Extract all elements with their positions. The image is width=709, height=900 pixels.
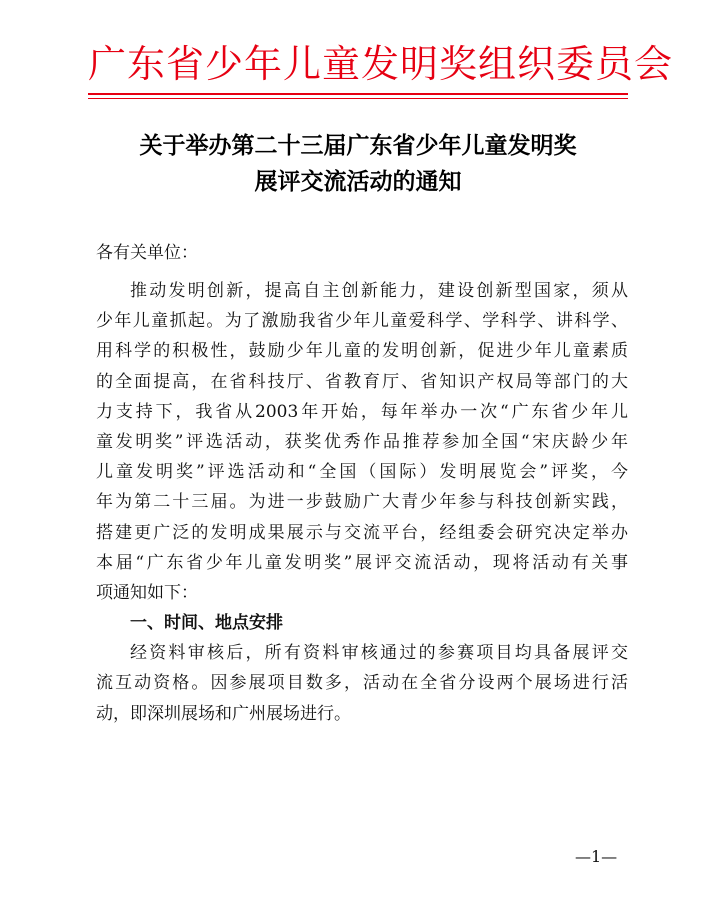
intro-line: 年为第二十三届。为进一步鼓励广大青少年参与科技创新实践， — [96, 492, 628, 513]
intro-line: 项通知如下： — [96, 582, 198, 603]
section-line: 经资料审核后，所有资料审核通过的参赛项目均具备展评交 — [130, 643, 628, 664]
intro-line: 搭建更广泛的发明成果展示与交流平台，经组委会研究决定举办 — [96, 522, 628, 543]
intro-line: 少年儿童抓起。为了激励我省少年儿童爱科学、学科学、讲科学、 — [96, 311, 628, 332]
document-title-line-2: 展评交流活动的通知 — [254, 169, 462, 195]
intro-line: 儿童发明奖”评选活动和“全国（国际）发明展览会”评奖，今 — [96, 462, 628, 483]
header-rule-thick — [88, 93, 628, 95]
intro-line: 童发明奖”评选活动，获奖优秀作品推荐参加全国“宋庆龄少年 — [96, 431, 628, 452]
document-body — [96, 276, 628, 729]
section-line: 流互动资格。因参展项目数多，活动在全省分设两个展场进行活 — [96, 673, 628, 694]
intro-line: 本届“广东省少年儿童发明奖”展评交流活动，现将活动有关事 — [96, 552, 628, 573]
page-number: —1— — [575, 847, 618, 866]
addressee: 各有关单位： — [96, 243, 198, 263]
intro-line: 的全面提高，在省科技厅、省教育厅、省知识产权局等部门的大 — [96, 371, 628, 392]
intro-line: 力支持下，我省从2003年开始，每年举办一次“广东省少年儿 — [96, 401, 628, 422]
section-heading: 一、时间、地点安排 — [130, 613, 283, 634]
intro-line: 推动发明创新，提高自主创新能力，建设创新型国家，须从 — [130, 281, 628, 301]
document-title — [88, 128, 628, 200]
intro-line: 用科学的积极性，鼓励少年儿童的发明创新，促进少年儿童素质 — [96, 341, 628, 362]
organization-header: 广东省少年儿童发明奖组织委员会 — [88, 42, 674, 86]
document-title-line-1: 关于举办第二十三届广东省少年儿童发明奖 — [139, 133, 577, 159]
header-rule-thin — [88, 98, 628, 99]
section-line: 动，即深圳展场和广州展场进行。 — [96, 703, 351, 724]
